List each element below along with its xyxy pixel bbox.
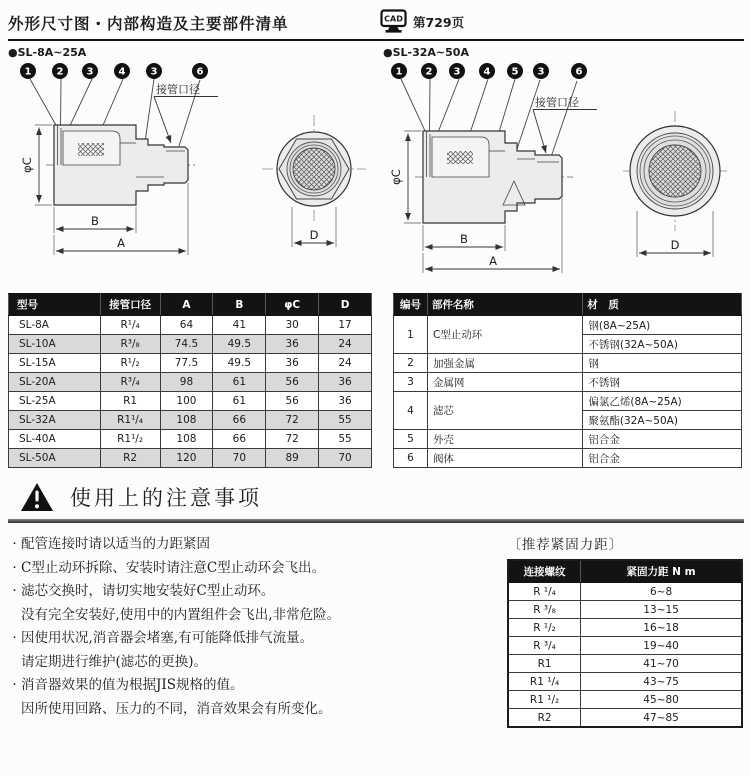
table-row: [9, 335, 372, 354]
cell-model: SL-25A: [9, 392, 101, 411]
cell-A: 108: [160, 430, 213, 449]
cell-model: SL-15A: [9, 354, 101, 373]
note-text: 因使用状况,消音器会堵塞,有可能降低排气流量。: [21, 630, 314, 646]
cell-material: 不锈钢(32A~50A): [583, 335, 742, 354]
cell-D: 55: [319, 411, 372, 430]
cell-phiC: 36: [266, 335, 319, 354]
table-row: [9, 392, 372, 411]
cell-part-name: 阀体: [427, 449, 582, 468]
torque-table: [507, 559, 743, 728]
cell-port: R2: [100, 449, 160, 468]
callout-balloon: 3: [86, 66, 94, 78]
cell-A: 64: [160, 316, 213, 335]
callout-balloon: 4: [118, 66, 126, 78]
cell-thread: R1 ¹/₂: [508, 691, 580, 709]
mesh-screen: [293, 148, 335, 190]
header-rule: [8, 39, 744, 41]
cell-model: SL-32A: [9, 411, 101, 430]
callout-balloon: 2: [425, 66, 433, 78]
dim-label-phiC: φC: [389, 169, 403, 185]
dim-label-A: A: [117, 236, 125, 250]
cell-D: 24: [319, 354, 372, 373]
diagram-section-small: [8, 44, 383, 287]
note-line: [8, 698, 491, 722]
cell-thread: R1: [508, 655, 580, 673]
cell-part-name: 滤芯: [427, 392, 582, 430]
bullet-marker: ·: [12, 677, 17, 693]
table-row: [508, 583, 742, 601]
cell-material: 铝合金: [583, 430, 742, 449]
table-header-row: [394, 294, 742, 316]
cell-B: 70: [213, 449, 266, 468]
page-title: 外形尺寸图・内部构造及主要部件清单: [8, 14, 289, 33]
table-row: [508, 637, 742, 655]
table-row: [508, 709, 742, 728]
note-line: [8, 651, 491, 675]
cell-B: 61: [213, 392, 266, 411]
side-view-drawing-large: [383, 59, 601, 287]
callout-balloon: 3: [453, 66, 461, 78]
cell-B: 49.5: [213, 354, 266, 373]
cell-A: 100: [160, 392, 213, 411]
bullet-marker: ·: [12, 583, 17, 599]
diagram-section-large: [383, 44, 742, 287]
bullet-marker: ·: [12, 536, 17, 552]
note-text: 没有完全安装好,使用中的内置组件会飞出,非常危险。: [21, 606, 341, 623]
table-row: [9, 354, 372, 373]
table-row: [394, 392, 742, 411]
col-header-torque: 紧固力距 N m: [580, 560, 742, 583]
col-header-material: 材 质: [583, 294, 742, 316]
col-header-part-name: 部件名称: [427, 294, 582, 316]
cell-phiC: 89: [266, 449, 319, 468]
caution-divider-bar: [8, 519, 744, 523]
callout-balloon: 3: [537, 66, 545, 78]
cell-no: 4: [394, 392, 428, 430]
cell-part-name: C型止动环: [427, 316, 582, 354]
table-row: [508, 673, 742, 691]
cell-phiC: 72: [266, 411, 319, 430]
caution-title: 使用上的注意事项: [70, 486, 262, 510]
cell-A: 74.5: [160, 335, 213, 354]
table-row: [9, 411, 372, 430]
cell-no: 2: [394, 354, 428, 373]
cell-torque: 13~15: [580, 601, 742, 619]
cell-thread: R1 ¹/₄: [508, 673, 580, 691]
cell-phiC: 30: [266, 316, 319, 335]
dim-label-B: B: [460, 232, 468, 246]
warning-triangle-icon: [20, 482, 54, 512]
table-row: [394, 373, 742, 392]
cell-thread: R ¹/₄: [508, 583, 580, 601]
caution-notes: [8, 533, 491, 728]
note-line: [8, 580, 491, 604]
cell-thread: R ³/₈: [508, 601, 580, 619]
caution-section: [8, 482, 744, 728]
cell-torque: 45~80: [580, 691, 742, 709]
cell-B: 49.5: [213, 335, 266, 354]
cell-part-name: 金属网: [427, 373, 582, 392]
cell-B: 66: [213, 430, 266, 449]
table-header-row: [9, 294, 372, 316]
cell-thread: R2: [508, 709, 580, 728]
callout-balloon: 5: [511, 66, 519, 78]
side-view-drawing-small: [8, 59, 240, 271]
cell-A: 120: [160, 449, 213, 468]
cell-phiC: 56: [266, 373, 319, 392]
cell-model: SL-8A: [9, 316, 101, 335]
cell-part-name: 外壳: [427, 430, 582, 449]
cell-A: 108: [160, 411, 213, 430]
note-line: [8, 604, 491, 628]
col-header-port: 接管口径: [100, 294, 160, 316]
cad-reference: [380, 8, 464, 34]
cell-B: 61: [213, 373, 266, 392]
table-row: [9, 430, 372, 449]
bullet-marker: ·: [12, 559, 17, 576]
table-row: [508, 655, 742, 673]
cell-material: 偏氯乙烯(8A~25A): [583, 392, 742, 411]
cell-D: 36: [319, 392, 372, 411]
table-row: [394, 449, 742, 468]
cad-monitor-icon: [380, 9, 407, 34]
col-header-A: A: [160, 294, 213, 316]
torque-block: [507, 533, 744, 728]
cell-no: 1: [394, 316, 428, 354]
cell-port: R¹/₂: [100, 354, 160, 373]
table-row: [394, 430, 742, 449]
cell-torque: 6~8: [580, 583, 742, 601]
cell-port: R1¹/₂: [100, 430, 160, 449]
callout-balloons: [20, 63, 208, 79]
section-label-small: ●SL-8A~25A: [8, 46, 87, 59]
end-view-drawing-large: [613, 99, 740, 267]
callout-balloon: 6: [196, 66, 204, 78]
note-line: [8, 627, 491, 651]
callout-balloon: 1: [24, 66, 32, 78]
port-leader: [154, 97, 218, 144]
page-header: [8, 8, 744, 34]
note-text: C型止动环拆除、安装时请注意C型止动环会飞出。: [21, 559, 326, 576]
cell-torque: 47~85: [580, 709, 742, 728]
cell-phiC: 36: [266, 354, 319, 373]
table-row: [508, 691, 742, 709]
cell-no: 6: [394, 449, 428, 468]
dim-label-phiC: φC: [20, 157, 34, 173]
bullet-marker: ·: [12, 630, 17, 646]
tables-row: [8, 293, 744, 468]
table-row: [9, 449, 372, 468]
col-header-B: B: [213, 294, 266, 316]
cell-model: SL-50A: [9, 449, 101, 468]
callout-balloons: [391, 63, 587, 79]
diagram-row: [8, 44, 744, 287]
cell-material: 钢: [583, 354, 742, 373]
table-row: [508, 619, 742, 637]
cell-D: 70: [319, 449, 372, 468]
filter-mesh-hatch: [78, 143, 104, 156]
col-header-no: 编号: [394, 294, 428, 316]
cad-page-ref: 第729页: [413, 14, 465, 30]
end-view-drawing-small: [254, 107, 379, 259]
cell-port: R1¹/₄: [100, 411, 160, 430]
note-text: 请定期进行维护(滤芯的更换)。: [21, 653, 208, 670]
cell-port: R³/₄: [100, 373, 160, 392]
filter-mesh-hatch: [447, 151, 473, 164]
cell-part-name: 加强金属: [427, 354, 582, 373]
cell-phiC: 72: [266, 430, 319, 449]
cell-material: 钢(8A~25A): [583, 316, 742, 335]
note-text: 消音器效果的值为根据JIS规格的值。: [21, 677, 244, 693]
note-text: 配管连接时请以适当的力距紧固: [21, 536, 210, 552]
caution-header: [8, 482, 744, 512]
callout-balloon: 4: [483, 66, 491, 78]
table-row: [394, 354, 742, 373]
note-text: 滤芯交换时，请切实地安装好C型止动环。: [21, 583, 275, 599]
cell-A: 77.5: [160, 354, 213, 373]
cell-torque: 43~75: [580, 673, 742, 691]
col-header-D: D: [319, 294, 372, 316]
cell-port: R1: [100, 392, 160, 411]
section-label-large: ●SL-32A~50A: [383, 46, 469, 59]
port-size-label: 接管口径: [535, 96, 579, 109]
cell-D: 36: [319, 373, 372, 392]
cell-material: 不锈钢: [583, 373, 742, 392]
cell-no: 5: [394, 430, 428, 449]
cell-model: SL-20A: [9, 373, 101, 392]
cell-torque: 19~40: [580, 637, 742, 655]
table-row: [9, 373, 372, 392]
table-row: [9, 316, 372, 335]
port-size-label: 接管口径: [156, 83, 200, 96]
cell-D: 55: [319, 430, 372, 449]
dim-label-D: D: [670, 238, 680, 252]
parts-table: [393, 293, 742, 468]
callout-balloon: 3: [150, 66, 158, 78]
cell-no: 3: [394, 373, 428, 392]
table-row: [394, 316, 742, 335]
note-text: 因所使用回路、压力的不同，消音效果会有所变化。: [21, 700, 332, 717]
cell-thread: R ¹/₂: [508, 619, 580, 637]
cell-material: 铝合金: [583, 449, 742, 468]
cell-torque: 16~18: [580, 619, 742, 637]
cell-B: 66: [213, 411, 266, 430]
col-header-phiC: φC: [266, 294, 319, 316]
col-header-model: 型号: [9, 294, 101, 316]
cell-torque: 41~70: [580, 655, 742, 673]
cell-port: R¹/₄: [100, 316, 160, 335]
dimensions-table: [8, 293, 372, 468]
table-header-row: [508, 560, 742, 583]
torque-caption: 〔推荐紧固力距〕: [507, 537, 624, 553]
cell-material: 聚氨酯(32A~50A): [583, 411, 742, 430]
note-line: [8, 557, 491, 581]
dim-label-A: A: [489, 254, 497, 268]
cell-B: 41: [213, 316, 266, 335]
callout-balloon: 1: [395, 66, 403, 78]
note-line: [8, 674, 491, 698]
callout-balloon: 6: [575, 66, 583, 78]
cell-model: SL-10A: [9, 335, 101, 354]
cell-D: 24: [319, 335, 372, 354]
dim-label-B: B: [91, 214, 99, 228]
note-line: [8, 533, 491, 557]
callout-balloon: 2: [56, 66, 64, 78]
col-header-thread: 连接螺纹: [508, 560, 580, 583]
dim-label-D: D: [309, 228, 319, 242]
cell-phiC: 56: [266, 392, 319, 411]
cell-thread: R ³/₄: [508, 637, 580, 655]
cell-D: 17: [319, 316, 372, 335]
cell-A: 98: [160, 373, 213, 392]
cell-port: R³/₈: [100, 335, 160, 354]
table-row: [508, 601, 742, 619]
cell-model: SL-40A: [9, 430, 101, 449]
cad-icon-label: CAD: [384, 14, 403, 24]
mesh-screen: [649, 145, 701, 197]
